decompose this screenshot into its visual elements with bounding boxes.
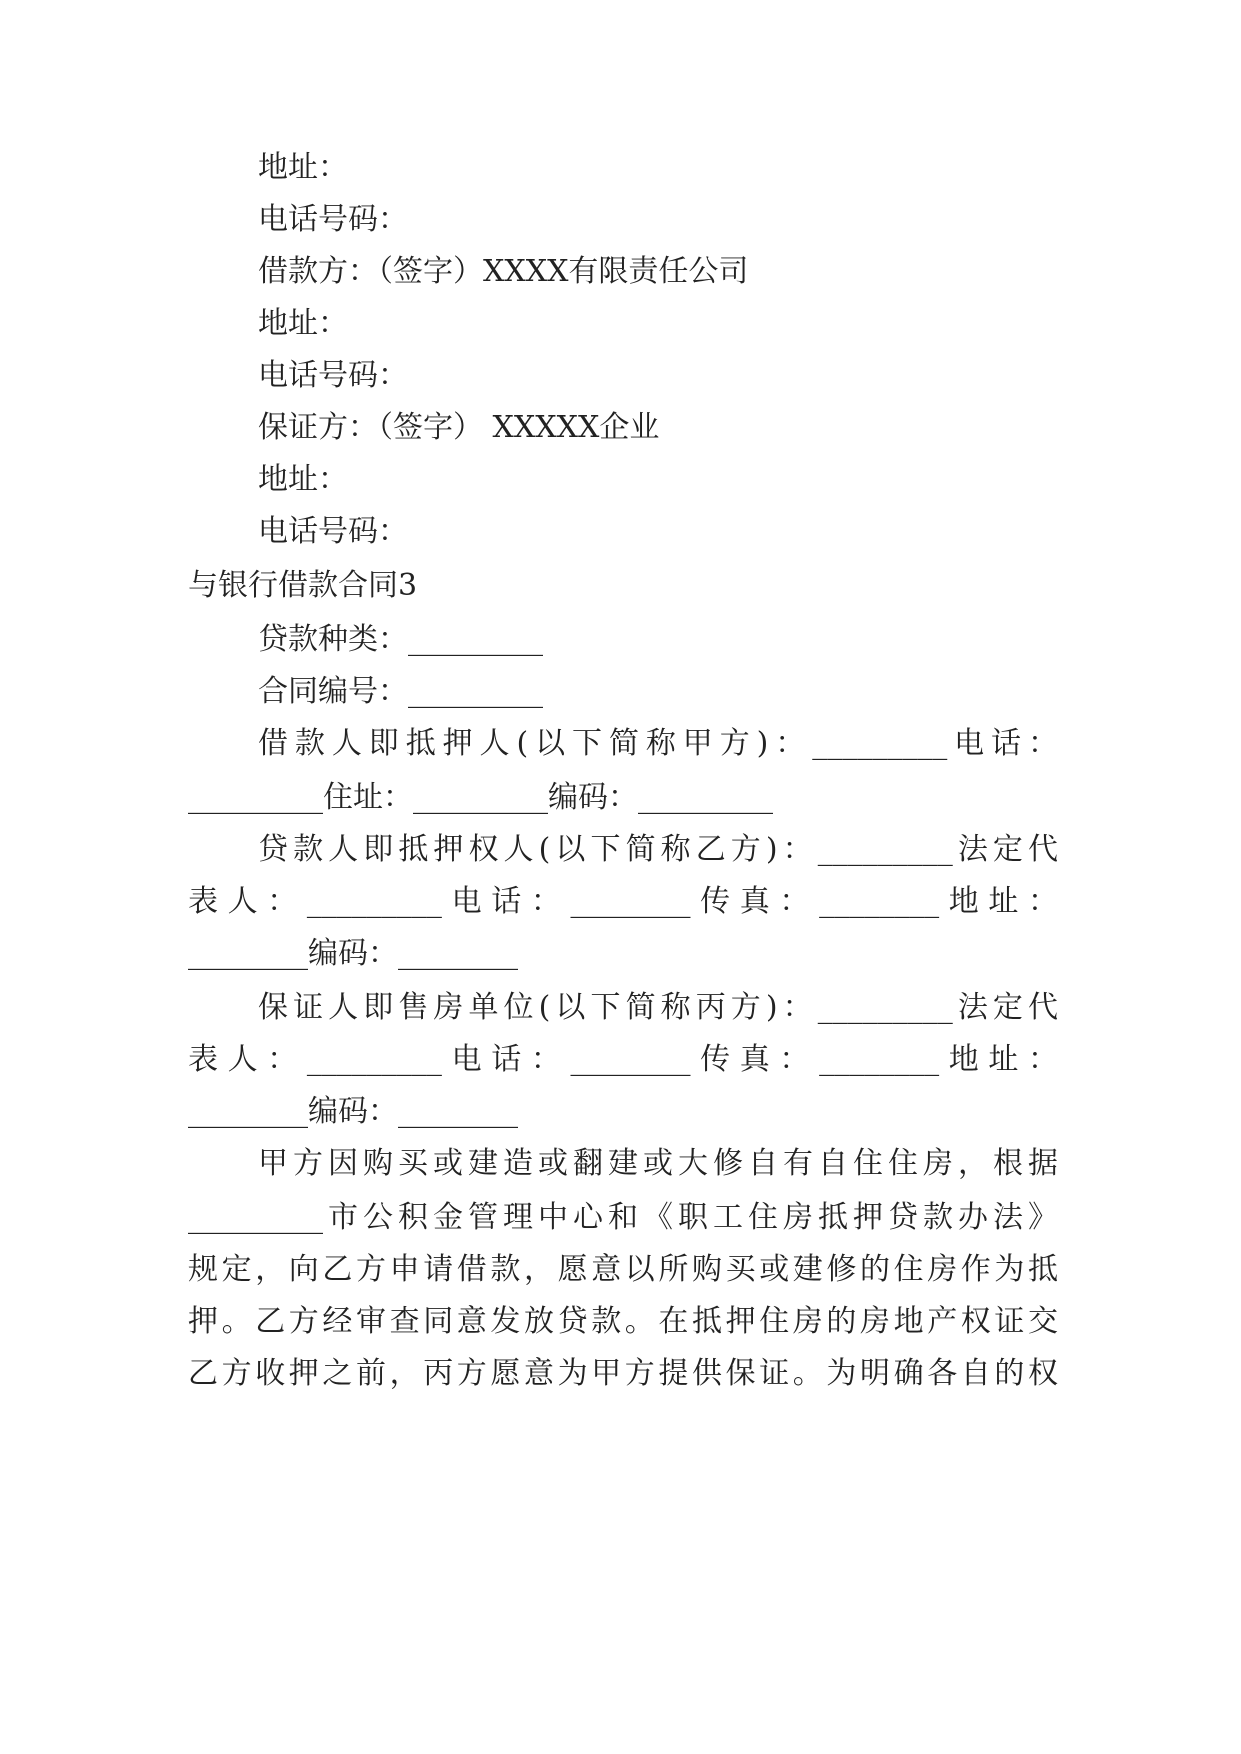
loan-type-field: 贷款种类：_________: [258, 622, 543, 657]
body-paragraph-line-1: 甲方因购买或建造或翻建或大修自有自住住房，根据: [258, 1146, 1058, 1181]
party-a-line-1: 借款人即抵押人(以下简称甲方)：_________电话：: [258, 726, 1058, 761]
borrower-phone-label: 电话号码：: [258, 358, 408, 393]
party-b-line-2: 表人：_________电话：________传真：________地址：: [188, 884, 1058, 919]
lender-address-label: 地址：: [258, 150, 348, 185]
party-b-line-3: ________编码：________: [188, 936, 518, 971]
contract-number-field: 合同编号：_________: [258, 674, 543, 709]
party-c-line-2: 表人：_________电话：________传真：________地址：: [188, 1042, 1058, 1077]
party-c-line-1: 保证人即售房单位(以下简称丙方)：_________法定代: [258, 990, 1058, 1025]
body-paragraph-line-2: _________市公积金管理中心和《职工住房抵押贷款办法》: [188, 1200, 1058, 1235]
body-paragraph-line-4: 押。乙方经审查同意发放贷款。在抵押住房的房地产权证交: [188, 1304, 1058, 1339]
section-heading: 与银行借款合同3: [188, 568, 418, 603]
lender-phone-label: 电话号码：: [258, 202, 408, 237]
guarantor-signature-line: 保证方：（签字） XXXXX企业: [258, 410, 660, 445]
guarantor-address-label: 地址：: [258, 462, 348, 497]
body-paragraph-line-5: 乙方收押之前，丙方愿意为甲方提供保证。为明确各自的权: [188, 1356, 1058, 1391]
party-a-line-2: _________住址：_________编码：_________: [188, 780, 773, 815]
borrower-address-label: 地址：: [258, 306, 348, 341]
body-paragraph-line-3: 规定，向乙方申请借款，愿意以所购买或建修的住房作为抵: [188, 1252, 1058, 1287]
guarantor-phone-label: 电话号码：: [258, 514, 408, 549]
borrower-signature-line: 借款方：（签字）XXXX有限责任公司: [258, 254, 749, 289]
party-c-line-3: ________编码：________: [188, 1094, 518, 1129]
party-b-line-1: 贷款人即抵押权人(以下简称乙方)：_________法定代: [258, 832, 1058, 867]
